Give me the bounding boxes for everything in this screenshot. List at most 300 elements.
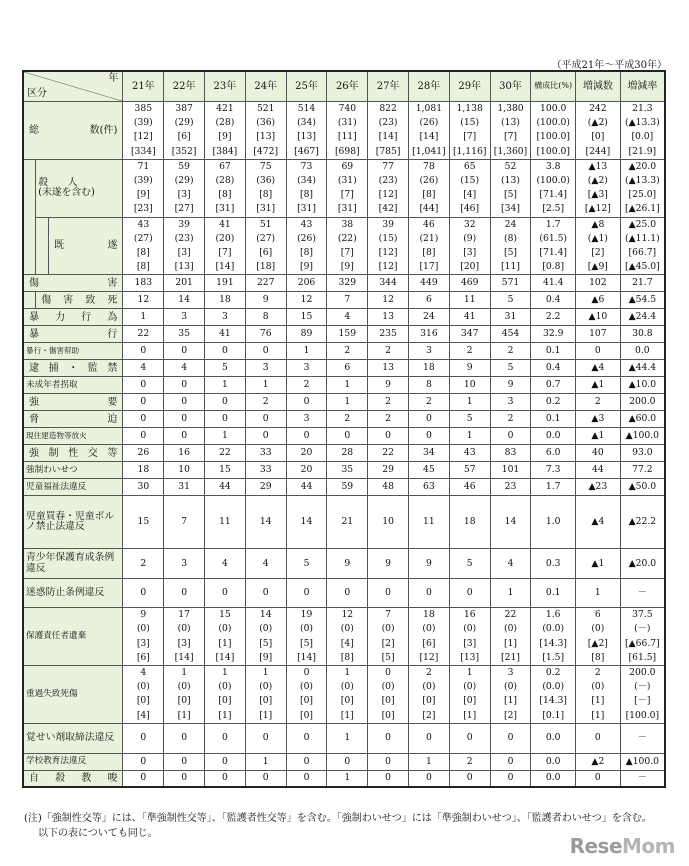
data-cell: 39 (23) [3] [13]	[164, 217, 205, 275]
data-cell: 0	[490, 753, 531, 770]
data-cell: 4	[205, 549, 246, 579]
data-cell: 45	[409, 462, 450, 479]
data-cell: 32.9	[531, 326, 576, 343]
data-cell: 22	[205, 445, 246, 462]
table-row	[23, 360, 665, 377]
data-cell: 0	[449, 770, 490, 787]
data-cell: 6	[409, 292, 450, 309]
data-cell: 5	[286, 549, 327, 579]
data-cell: 1	[327, 377, 368, 394]
table-row	[23, 394, 665, 411]
data-cell: 0.2 (0.0) [14.3] [0.1]	[531, 666, 576, 724]
data-cell: 7	[164, 496, 205, 549]
data-cell: 5	[449, 549, 490, 579]
data-cell: ▲100.0	[620, 753, 665, 770]
data-cell: 0	[205, 723, 246, 753]
data-cell: 1	[327, 770, 368, 787]
row-label: 児童福祉法違反	[23, 479, 123, 496]
data-cell: 0	[286, 428, 327, 445]
row-label: 逮 捕 ・ 監 禁	[23, 360, 123, 377]
data-cell: 10	[164, 462, 205, 479]
data-cell: 0.3	[531, 549, 576, 579]
data-cell: 2	[368, 411, 409, 428]
row-label: 暴 力 行 為	[23, 309, 123, 326]
data-cell: 0	[368, 579, 409, 608]
data-cell: 329	[327, 275, 368, 292]
data-cell: 43 (26) [8] [9]	[286, 217, 327, 275]
period-label: （平成21年～平成30年）	[551, 60, 667, 71]
data-cell: 41.4	[531, 275, 576, 292]
data-cell: 1	[490, 579, 531, 608]
data-cell: 12 (0) [4] [8]	[327, 608, 368, 666]
year-header: 29年	[449, 71, 490, 102]
data-cell: 1	[286, 343, 327, 360]
data-cell: 421 (28) [9] [384]	[205, 102, 246, 160]
data-cell: 21.7	[620, 275, 665, 292]
row-label: 強 制 性 交 等	[23, 445, 123, 462]
data-cell: 0	[327, 428, 368, 445]
data-cell: 14	[245, 496, 286, 549]
data-cell: 4	[164, 360, 205, 377]
composition-header: 構成比(%)	[531, 71, 576, 102]
data-cell: 23	[490, 479, 531, 496]
data-cell: 0	[123, 770, 164, 787]
data-cell: ▲4	[576, 496, 621, 549]
data-cell: 15	[123, 496, 164, 549]
data-cell: 14	[490, 496, 531, 549]
data-cell: 1.7	[531, 479, 576, 496]
data-cell: 11	[205, 496, 246, 549]
data-cell: 9	[490, 377, 531, 394]
data-cell: 4	[327, 309, 368, 326]
data-cell: 227	[245, 275, 286, 292]
data-cell: 0.0	[531, 770, 576, 787]
data-cell: 3	[164, 309, 205, 326]
data-cell: 14	[286, 496, 327, 549]
data-cell: 44	[286, 479, 327, 496]
data-cell: 0.1	[531, 343, 576, 360]
data-cell: 31	[164, 479, 205, 496]
row-label: 暴行・傷害幇助	[23, 343, 123, 360]
data-cell: 0	[449, 723, 490, 753]
data-cell: 385 (39) [12] [334]	[123, 102, 164, 160]
data-cell: 0	[327, 753, 368, 770]
data-cell: 6	[327, 360, 368, 377]
data-cell: 13	[368, 360, 409, 377]
data-cell: 44	[205, 479, 246, 496]
table-row	[23, 770, 665, 787]
data-cell: 1	[409, 753, 450, 770]
header-row	[23, 71, 665, 102]
data-cell: 1 (0) [0] [1]	[245, 666, 286, 724]
data-cell: 0	[164, 411, 205, 428]
data-cell: 316	[409, 326, 450, 343]
data-cell: 21	[327, 496, 368, 549]
data-cell: 12	[368, 292, 409, 309]
data-cell: 46 (21) [8] [17]	[409, 217, 450, 275]
table-row	[23, 608, 665, 666]
data-cell: 16	[164, 445, 205, 462]
year-header: 27年	[368, 71, 409, 102]
data-cell: 0	[164, 723, 205, 753]
data-cell: 107	[576, 326, 621, 343]
data-cell: 15	[286, 309, 327, 326]
data-cell: 2	[368, 343, 409, 360]
data-cell: 69 (31) [7] [31]	[327, 159, 368, 217]
data-cell: 0	[368, 770, 409, 787]
data-cell: 0	[205, 753, 246, 770]
data-cell: ▲50.0	[620, 479, 665, 496]
table-row	[23, 428, 665, 445]
data-cell: 18 (0) [6] [12]	[409, 608, 450, 666]
data-cell: 4	[245, 549, 286, 579]
data-cell: 13	[368, 309, 409, 326]
data-cell: 242 (▲2) [0] [244]	[576, 102, 621, 160]
data-cell: 22	[123, 326, 164, 343]
data-cell: 0	[205, 411, 246, 428]
data-cell: 46	[449, 479, 490, 496]
data-cell: 8	[245, 309, 286, 326]
data-cell: 7	[327, 292, 368, 309]
data-cell: 0.0	[531, 753, 576, 770]
table-row	[23, 292, 665, 309]
table-row	[23, 159, 665, 217]
data-cell: 16 (0) [3] [13]	[449, 608, 490, 666]
data-cell: 2	[286, 377, 327, 394]
data-cell: 2.2	[531, 309, 576, 326]
data-cell: 2	[123, 549, 164, 579]
data-cell: 2	[576, 394, 621, 411]
data-cell: 17 (0) [3] [14]	[164, 608, 205, 666]
data-cell: 83	[490, 445, 531, 462]
data-cell: 9	[368, 549, 409, 579]
data-cell: 18	[205, 292, 246, 309]
data-cell: 9	[409, 549, 450, 579]
data-cell: 89	[286, 326, 327, 343]
data-cell: 0	[576, 770, 621, 787]
data-cell: 41 (20) [7] [14]	[205, 217, 246, 275]
data-cell: 12	[286, 292, 327, 309]
table-row	[23, 102, 665, 160]
data-cell: 30.8	[620, 326, 665, 343]
row-label: 迷惑防止条例違反	[23, 579, 123, 608]
row-label: 重過失致死傷	[23, 666, 123, 724]
data-cell: 100.0 (100.0) [100.0] [100.0]	[531, 102, 576, 160]
row-label: 自 殺 教 唆	[23, 770, 123, 787]
data-cell: 0 (0) [0] [0]	[286, 666, 327, 724]
row-label: 児童買春・児童ポルノ禁止法違反	[23, 496, 123, 549]
data-cell: 0.7	[531, 377, 576, 394]
data-cell: 1	[245, 377, 286, 394]
row-label: 強制わいせつ	[23, 462, 123, 479]
data-cell: 3	[205, 309, 246, 326]
data-cell: 30	[123, 479, 164, 496]
table-row	[23, 496, 665, 549]
data-cell: 3	[490, 394, 531, 411]
data-cell: 5	[490, 360, 531, 377]
row-label: 総 数(件)	[23, 102, 123, 160]
data-cell: 29	[245, 479, 286, 496]
data-cell: 8	[409, 377, 450, 394]
data-cell: 3	[164, 549, 205, 579]
data-cell: 12	[123, 292, 164, 309]
data-cell: 0	[286, 394, 327, 411]
data-cell: 1,138 (15) [7] [1,116]	[449, 102, 490, 160]
data-cell: 0	[576, 343, 621, 360]
data-cell: 2	[327, 411, 368, 428]
data-cell: 76	[245, 326, 286, 343]
data-cell: 0	[123, 411, 164, 428]
year-header: 23年	[205, 71, 246, 102]
data-cell: 31	[490, 309, 531, 326]
row-label: 暴 行	[23, 326, 123, 343]
data-cell: 0	[327, 579, 368, 608]
data-cell: 1	[205, 377, 246, 394]
data-cell: ▲4	[576, 360, 621, 377]
data-cell: 206	[286, 275, 327, 292]
note-line2: 以下の表についても同じ。	[38, 828, 158, 839]
table-row	[23, 479, 665, 496]
row-label: 覚せい剤取締法違反	[23, 723, 123, 753]
data-cell: 1	[449, 394, 490, 411]
data-cell: 1 (0) [0] [1]	[449, 666, 490, 724]
data-cell: 37.5 (－) [▲66.7] [61.5]	[620, 608, 665, 666]
data-cell: 10	[449, 377, 490, 394]
data-cell: 1,380 (13) [7] [1,360]	[490, 102, 531, 160]
data-cell: 15	[205, 462, 246, 479]
data-cell: 200.0 (－) [－] [100.0]	[620, 666, 665, 724]
data-cell: 0.1	[531, 411, 576, 428]
data-cell: 6.0	[531, 445, 576, 462]
data-cell: 1	[327, 723, 368, 753]
row-label: 保護責任者遺棄	[23, 608, 123, 666]
data-cell: 0	[490, 770, 531, 787]
data-cell: 2	[490, 411, 531, 428]
year-header: 21年	[123, 71, 164, 102]
data-cell: 0	[245, 579, 286, 608]
row-label: 傷 害	[23, 275, 123, 292]
data-cell: 571	[490, 275, 531, 292]
data-cell: 32 (9) [3] [20]	[449, 217, 490, 275]
data-cell: 5	[205, 360, 246, 377]
note-line1: 「強制性交等」には、「準強制性交等」、「監護者性交等」を含む。「強制わいせつ」には「準強制わいせつ」、「監護者わいせつ」を含む。	[41, 813, 652, 824]
data-cell: 0	[205, 770, 246, 787]
data-cell: 18	[123, 462, 164, 479]
data-cell: 20	[286, 445, 327, 462]
data-cell: 200.0	[620, 394, 665, 411]
data-cell: 101	[490, 462, 531, 479]
year-header: 26年	[327, 71, 368, 102]
data-cell: 0.2	[531, 394, 576, 411]
row-label: 青少年保護育成条例違反	[23, 549, 123, 579]
data-cell: 2	[449, 343, 490, 360]
resemom-logo: ReseMom	[569, 834, 675, 858]
data-cell: ▲2	[576, 753, 621, 770]
data-cell: 0	[164, 343, 205, 360]
row-label: 未成年者拐取	[23, 377, 123, 394]
data-cell: 1	[449, 428, 490, 445]
year-header: 25年	[286, 71, 327, 102]
data-cell: 0	[205, 343, 246, 360]
data-cell: 1 (0) [0] [1]	[205, 666, 246, 724]
table-row	[23, 275, 665, 292]
data-cell: 0.4	[531, 360, 576, 377]
data-cell: 347	[449, 326, 490, 343]
data-cell: 1.6 (0.0) [14.3] [1.5]	[531, 608, 576, 666]
data-cell: 77 (23) [12] [42]	[368, 159, 409, 217]
table-row	[23, 377, 665, 394]
table-row	[23, 445, 665, 462]
data-cell: 0	[449, 579, 490, 608]
data-cell: 0	[245, 343, 286, 360]
data-cell: 67 (28) [8] [31]	[205, 159, 246, 217]
data-cell: 57	[449, 462, 490, 479]
data-cell: ▲24.4	[620, 309, 665, 326]
data-cell: 22	[368, 445, 409, 462]
table-row	[23, 666, 665, 724]
data-cell: 3.8 (100.0) [71.4] [2.5]	[531, 159, 576, 217]
data-cell: 0	[123, 394, 164, 411]
data-cell: 9 (0) [3] [6]	[123, 608, 164, 666]
data-cell: －	[620, 770, 665, 787]
data-cell: 1	[205, 428, 246, 445]
data-cell: 0	[286, 770, 327, 787]
data-cell: 159	[327, 326, 368, 343]
data-cell: ▲3	[576, 411, 621, 428]
data-cell: 0	[245, 770, 286, 787]
data-cell: 0	[368, 428, 409, 445]
row-label: 脅 迫	[23, 411, 123, 428]
data-cell: 0	[409, 723, 450, 753]
data-cell: 73 (34) [8] [31]	[286, 159, 327, 217]
row-label: 殺 人 (未遂を含む)	[36, 159, 123, 217]
data-cell: 0	[205, 394, 246, 411]
data-cell: 0	[245, 723, 286, 753]
data-cell: 0	[123, 428, 164, 445]
row-label: 学校教育法違反	[23, 753, 123, 770]
data-cell: ▲1	[576, 549, 621, 579]
data-cell: 24 (8) [5] [11]	[490, 217, 531, 275]
table-row	[23, 343, 665, 360]
data-cell: 0	[409, 428, 450, 445]
table-row	[23, 309, 665, 326]
data-cell: 0.0	[620, 343, 665, 360]
data-cell: 5	[490, 292, 531, 309]
table-row	[23, 753, 665, 770]
data-cell: 9	[368, 377, 409, 394]
data-cell: 1,081 (26) [14] [1,041]	[409, 102, 450, 160]
data-cell: 0	[286, 753, 327, 770]
data-cell: 41	[205, 326, 246, 343]
data-cell: ▲1	[576, 428, 621, 445]
data-cell: 35	[327, 462, 368, 479]
data-cell: 0	[164, 394, 205, 411]
table-row	[23, 549, 665, 579]
data-cell: ▲20.0	[620, 549, 665, 579]
data-cell: 0 (0) [0] [0]	[368, 666, 409, 724]
row-label: 既 遂	[49, 217, 123, 275]
data-cell: 59 (29) [3] [27]	[164, 159, 205, 217]
data-cell: ▲44.4	[620, 360, 665, 377]
data-cell: 521 (36) [13] [472]	[245, 102, 286, 160]
data-cell: 71 (39) [9] [23]	[123, 159, 164, 217]
data-cell: 7 (0) [2] [5]	[368, 608, 409, 666]
data-cell: 2 (0) [0] [2]	[409, 666, 450, 724]
data-cell: 0.4	[531, 292, 576, 309]
data-cell: 52 (13) [5] [34]	[490, 159, 531, 217]
data-cell: 48	[368, 479, 409, 496]
data-cell: 75 (36) [8] [31]	[245, 159, 286, 217]
data-cell: 2	[327, 343, 368, 360]
data-cell: 0	[123, 343, 164, 360]
data-cell: 0	[368, 723, 409, 753]
data-cell: 40	[576, 445, 621, 462]
table-row	[23, 326, 665, 343]
data-cell: 1 (0) [0] [1]	[327, 666, 368, 724]
data-cell: 65 (15) [4] [46]	[449, 159, 490, 217]
data-cell: 1 (0) [0] [1]	[164, 666, 205, 724]
statistics-table	[22, 70, 666, 788]
data-cell: 34	[409, 445, 450, 462]
header-corner: 年 区分	[23, 71, 123, 102]
data-cell: 102	[576, 275, 621, 292]
data-cell: 0	[123, 723, 164, 753]
table-row	[23, 723, 665, 753]
data-cell: 4	[123, 360, 164, 377]
data-cell: 2	[368, 394, 409, 411]
data-cell: 14 (0) [5] [9]	[245, 608, 286, 666]
data-cell: 0.0	[531, 428, 576, 445]
data-cell: 454	[490, 326, 531, 343]
data-cell: 2	[409, 394, 450, 411]
data-cell: 0	[576, 723, 621, 753]
data-cell: 15 (0) [1] [14]	[205, 608, 246, 666]
data-cell: 21.3 (▲13.3) [0.0] [21.9]	[620, 102, 665, 160]
data-cell: 11	[449, 292, 490, 309]
data-cell: 0	[164, 377, 205, 394]
data-cell: 2 (0) [1] [1]	[576, 666, 621, 724]
data-cell: 1.7 (61.5) [71.4] [0.8]	[531, 217, 576, 275]
data-cell: －	[620, 723, 665, 753]
data-cell: 6 (0) [▲2] [8]	[576, 608, 621, 666]
data-cell: 51 (27) [6] [18]	[245, 217, 286, 275]
data-cell: 19 (0) [5] [14]	[286, 608, 327, 666]
data-cell: 2	[245, 394, 286, 411]
data-cell: 24	[409, 309, 450, 326]
data-cell: 9	[245, 292, 286, 309]
data-cell: 0	[490, 428, 531, 445]
data-cell: 3	[409, 343, 450, 360]
row-label: 強 要	[23, 394, 123, 411]
data-cell: 0	[164, 579, 205, 608]
data-cell: 0	[286, 579, 327, 608]
year-header: 30年	[490, 71, 531, 102]
data-cell: 0	[490, 723, 531, 753]
data-cell: ▲6	[576, 292, 621, 309]
year-header: 24年	[245, 71, 286, 102]
data-cell: 41	[449, 309, 490, 326]
data-cell: 93.0	[620, 445, 665, 462]
data-cell: 14	[164, 292, 205, 309]
data-cell: 514 (34) [13] [467]	[286, 102, 327, 160]
data-cell: 10	[368, 496, 409, 549]
data-cell: ▲60.0	[620, 411, 665, 428]
data-cell: 0	[409, 770, 450, 787]
data-cell: 3	[286, 411, 327, 428]
data-cell: 26	[123, 445, 164, 462]
table-row	[23, 579, 665, 608]
data-cell: 4 (0) [0] [4]	[123, 666, 164, 724]
